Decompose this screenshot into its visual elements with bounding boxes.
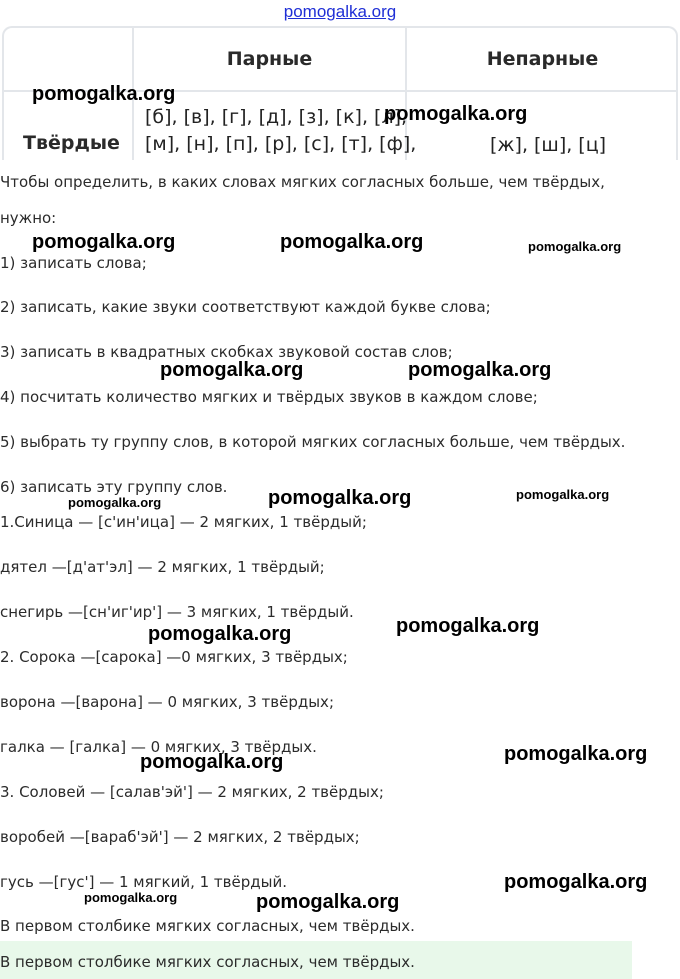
watermark: pomogalka.org bbox=[84, 890, 178, 905]
watermark: pomogalka.org bbox=[516, 487, 610, 502]
step-3: 3) записать в квадратных скобках звуковой состав слов; bbox=[0, 343, 453, 361]
watermark: pomogalka.org bbox=[384, 103, 528, 125]
step-1: 1) записать слова; bbox=[0, 254, 147, 272]
step-6: 6) записать эту группу слов. bbox=[0, 478, 228, 496]
step-2: 2) записать, какие звуки соответствуют каждой букве слова; bbox=[0, 298, 491, 316]
watermark: pomogalka.org bbox=[160, 359, 304, 381]
watermark: pomogalka.org bbox=[256, 891, 400, 913]
paired-consonants-line: [б], [в], [г], [д], [з], [к], [л], bbox=[145, 106, 408, 128]
word-analysis: 2. Сорока —[сарока] —0 мягких, 3 твёрдых; bbox=[0, 648, 348, 666]
word-analysis: 3. Соловей — [салав'эй'] — 2 мягких, 2 твёрдых; bbox=[0, 783, 384, 801]
watermark: pomogalka.org bbox=[504, 743, 648, 765]
step-5: 5) выбрать ту группу слов, в которой мягких согласных больше, чем твёрдых. bbox=[0, 433, 626, 451]
word-analysis: галка — [галка] — 0 мягких, 3 твёрдых. bbox=[0, 738, 317, 756]
watermark: pomogalka.org bbox=[140, 751, 284, 773]
watermark: pomogalka.org bbox=[408, 359, 552, 381]
watermark: pomogalka.org bbox=[504, 871, 648, 893]
conclusion-text: В первом столбике мягких согласных, чем твёрдых. bbox=[0, 917, 415, 935]
intro-line: нужно: bbox=[0, 209, 57, 227]
word-analysis: ворона —[варона] — 0 мягких, 3 твёрдых; bbox=[0, 693, 334, 711]
watermark: pomogalka.org bbox=[68, 495, 162, 510]
step-4: 4) посчитать количество мягких и твёрдых звуков в каждом слове; bbox=[0, 388, 538, 406]
word-analysis: снегирь —[сн'иг'ир'] — 3 мягких, 1 твёрдый. bbox=[0, 603, 354, 621]
word-analysis: гусь —[гус'] — 1 мягкий, 1 твёрдый. bbox=[0, 873, 287, 891]
site-link[interactable]: pomogalka.org bbox=[283, 2, 397, 21]
word-analysis: 1.Синица — [с'ин'ица] — 2 мягких, 1 твёрдый; bbox=[0, 513, 367, 531]
paired-consonants-line: [м], [н], [п], [р], [с], [т], [ф], bbox=[145, 133, 417, 155]
answer-text: В первом столбике мягких согласных, чем твёрдых. bbox=[0, 953, 415, 971]
paired-consonants-line bbox=[145, 158, 171, 160]
column-header-paired: Парные bbox=[226, 48, 313, 70]
word-analysis: воробей —[вараб'эй'] — 2 мягких, 2 твёрдых; bbox=[0, 828, 360, 846]
watermark: pomogalka.org bbox=[528, 239, 622, 254]
watermark: pomogalka.org bbox=[268, 487, 412, 509]
row-header-hard: Твёрдые bbox=[23, 132, 120, 154]
watermark: pomogalka.org bbox=[280, 231, 424, 253]
watermark: pomogalka.org bbox=[32, 83, 176, 105]
unpaired-consonants: [ж], [ш], [ц] bbox=[490, 134, 607, 156]
column-header-unpaired: Непарные bbox=[486, 48, 599, 70]
watermark: pomogalka.org bbox=[396, 615, 540, 637]
watermark: pomogalka.org bbox=[32, 231, 176, 253]
intro-line: Чтобы определить, в каких словах мягких согласных больше, чем твёрдых, bbox=[0, 173, 605, 191]
watermark: pomogalka.org bbox=[148, 623, 292, 645]
word-analysis: дятел —[д'ат'эл] — 2 мягких, 1 твёрдый; bbox=[0, 558, 325, 576]
